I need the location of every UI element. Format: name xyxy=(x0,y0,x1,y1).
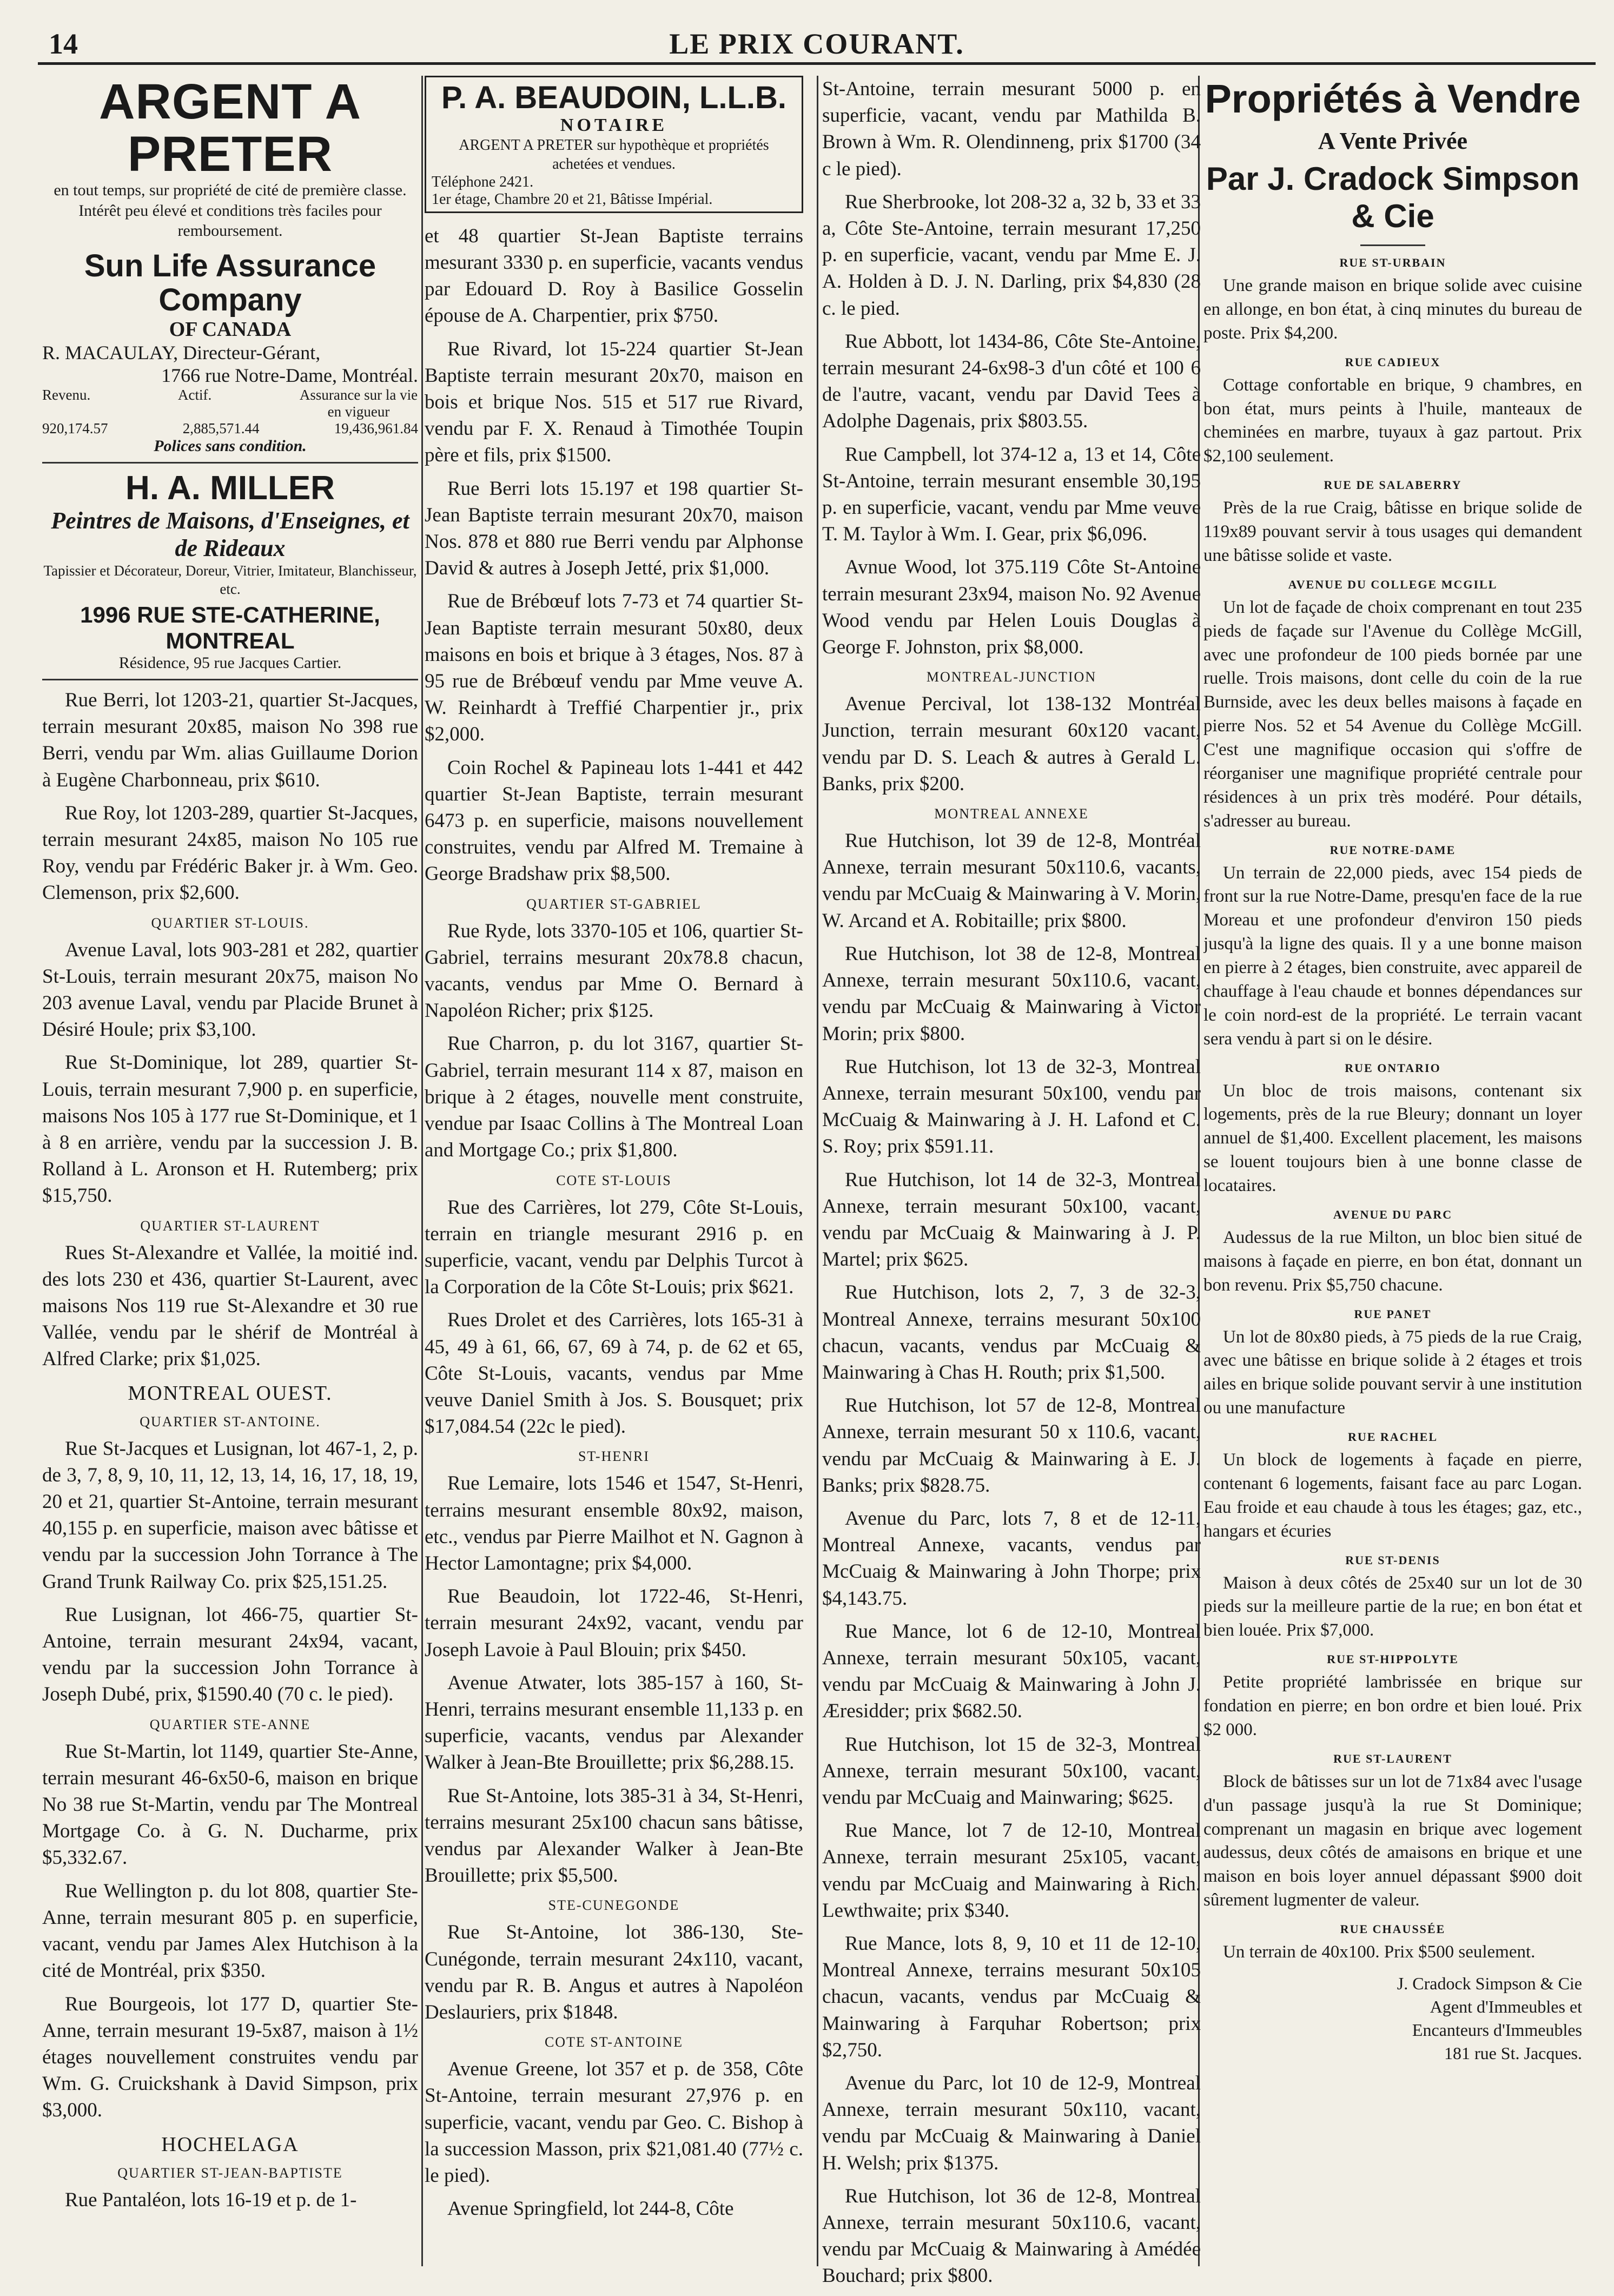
page-header xyxy=(38,22,1596,65)
ad-title: H. A. MILLER xyxy=(125,469,335,507)
stats-headers xyxy=(42,387,418,420)
ad-subtitle: NOTAIRE xyxy=(560,115,668,135)
section-heading: QUARTIER ST-LAURENT xyxy=(140,1218,320,1234)
sale-entry: Rue Sherbrooke, lot 208-32 a, 32 b, 33 et 33 a, Côte Ste-Antoine, terrain mesurant 17,250 p. en superficie, vacant, vendu par Mme E. J. A. Holden à D. J. N. Darling, prix $4,830 (28 c. le pied. xyxy=(822,190,1201,320)
ad-manager: R. MACAULAY, Directeur-Gérant, xyxy=(42,342,321,364)
stat-header: Actif. xyxy=(178,387,212,403)
signature-line: 181 rue St. Jacques. xyxy=(1444,2043,1582,2063)
sale-entry: Rue Hutchison, lots 2, 7, 3 de 32-3, Montreal Annexe, terrains mesurant 50x100 chacun, vacants, vendus par McCuaig & Mainwaring à Chas H. Routh; prix $1,500. xyxy=(822,1281,1201,1384)
properties-agent: Par J. Cradock Simpson & Cie xyxy=(1206,161,1580,234)
listing xyxy=(1203,843,1582,1051)
sun-life-ad xyxy=(42,249,418,456)
sale-entry: Rue Pantaléon, lots 16-19 et p. de 1- xyxy=(65,2188,357,2211)
sale-entry: et 48 quartier St-Jean Baptiste terrains mesurant 3330 p. en superficie, vacants vendus par Edouard D. Roy à Basilice Gosselin épouse de A. Charpentier, prix $750. xyxy=(425,224,803,327)
sale-entry: Rue Rivard, lot 15-224 quartier St-Jean Baptiste terrain mesurant 20x70, maison en bois et brique Nos. 515 et 517 rue Rivard, vendu par F. X. Renaud à Timothée Toupin père et fils, prix $1500. xyxy=(425,338,803,467)
sale-entry: Rue St-Antoine, lots 385-31 à 34, St-Henri, terrains mesurant 25x100 chacun sans bâtisse, vendus par Alexander Walker à Jean-Bte Brouillette; prix $5,500. xyxy=(425,1784,803,1887)
section-heading: MONTREAL-JUNCTION xyxy=(926,669,1097,685)
listing xyxy=(1203,578,1582,833)
sale-entry: Rue Bourgeois, lot 177 D, quartier Ste-Anne, terrain mesurant 19-5x87, maison à 1½ étages nouvellement construites vendu par Wm. G. Cruickshank à David Simpson, prix $3,000. xyxy=(42,1993,418,2122)
sale-entry: Rue Charron, p. du lot 3167, quartier St-Gabriel, terrain mesurant 114 x 87, maison en brique à 2 étages, nouvelle ment construite, vendue par Isaac Collins à The Montreal Loan and Mortgage Co.; prix $1,800. xyxy=(425,1033,803,1162)
listing xyxy=(1203,1652,1582,1742)
listing-street: RUE ST-HIPPOLYTE xyxy=(1327,1652,1459,1666)
listing xyxy=(1203,478,1582,568)
ad-subtitle: OF CANADA xyxy=(169,318,292,341)
sale-entry: Rue Abbott, lot 1434-86, Côte Ste-Antoine, terrain mesurant 24-6x98-3 d'un côté et 100 6 de l'autre, vacant, vendu par David Tees à Adolphe Dagenais, prix $803.55. xyxy=(822,330,1201,433)
sale-entry: Rue Mance, lots 8, 9, 10 et 11 de 12-10, Montreal Annexe, terrains mesurant 50x105 chacun, vacants, vendus par McCuaig & Mainwaring à Farquhar Robertson; prix $2,750. xyxy=(822,1933,1201,2061)
ad-title: P. A. BEAUDOIN, L.L.B. xyxy=(441,80,787,115)
sale-entry: Rue St-Dominique, lot 289, quartier St-Louis, terrain mesurant 7,900 p. en superficie, maisons Nos 105 à 177 rue St-Dominique, et 1 à 8 en arrière, vendu par la succession J. B. Rolland à L. Aronson et H. Rutemberg; prix $15,750. xyxy=(42,1051,418,1207)
ad-trades: Tapissier et Décorateur, Doreur, Vitrier, Imitateur, Blanchisseur, etc. xyxy=(43,563,417,598)
listing-street: RUE ST-LAURENT xyxy=(1333,1751,1452,1765)
stat-value: 920,174.57 xyxy=(42,420,108,437)
listing-text: Un block de logements à façade en pierre, contenant 6 logements, faisant face au parc Logan. Eau froide et eau chaude à tous les étages; gaz, etc., hangars et écuries xyxy=(1203,1450,1582,1541)
sale-entry: Avenue Laval, lots 903-281 et 282, quartier St-Louis, terrain mesurant 20x75, maison No 203 avenue Laval, vendu par Placide Brunet à Désiré Houle; prix $3,100. xyxy=(42,938,418,1041)
stat-value: 19,436,961.84 xyxy=(334,420,418,437)
sale-entry: Avenue du Parc, lot 10 de 12-9, Montreal Annexe, terrain mesurant 50x110, vacant, vendu par McCuaig & Mainwaring à Daniel H. Welsh; prix $1375. xyxy=(822,2072,1201,2174)
listing-text: Maison à deux côtés de 25x40 sur un lot de 30 pieds sur la meilleure partie de la rue; en bon état et bien louée. Prix $7,000. xyxy=(1203,1573,1582,1640)
sale-entry: Avenue Percival, lot 138-132 Montréal Junction, terrain mesurant 60x120 vacant, vendu par D. S. Leach & autres à Gerald L. Banks, prix $200. xyxy=(822,693,1201,795)
sale-entry: Coin Rochel & Papineau lots 1-441 et 442 quartier St-Jean Baptiste, terrain mesurant 6473 p. en superficie, maisons nouvellement construites, vendu par Alfred M. Tremaine à George Bradshaw prix $8,500. xyxy=(425,756,803,885)
listing-text: Un terrain de 40x100. Prix $500 seulement. xyxy=(1223,1942,1536,1962)
divider xyxy=(1360,244,1425,246)
sale-entry: Avenue Atwater, lots 385-157 à 160, St-Henri, terrains mesurant ensemble 11,133 p. en superficie, vacants, vendus par Alexander Walker à Jean-Bte Brouillette; prix $6,288.15. xyxy=(425,1671,803,1774)
sale-entry: Rue Berri, lot 1203-21, quartier St-Jacques, terrain mesurant 20x85, maison No 398 rue Berri, vendu par Wm. alias Guillaume Dorion à Eugène Charbonneau, prix $610. xyxy=(42,689,418,791)
listing-street: RUE DE SALABERRY xyxy=(1324,478,1462,492)
ad-office: 1er étage, Chambre 20 et 21, Bâtisse Impérial. xyxy=(432,190,713,208)
beaudoin-ad xyxy=(425,76,803,213)
sale-entry: Rue Hutchison, lot 36 de 12-8, Montreal Annexe, terrain mesurant 50x110.6, vacant, vendu par McCuaig & Mainwaring à Amédée Bouchard; prix $800. xyxy=(822,2185,1201,2287)
journal-title: LE PRIX COURANT. xyxy=(669,28,964,60)
sale-entry: Rue Beaudoin, lot 1722-46, St-Henri, terrain mesurant 24x92, vacant, vendu par Joseph Lavoie à Paul Blouin; prix $450. xyxy=(425,1585,803,1661)
sale-entry: Rue Hutchison, lot 57 de 12-8, Montreal Annexe, terrain mesurant 50 x 110.6, vacant, vendu par McCuaig & Mainwaring à E. J. Banks; prix $828.75. xyxy=(822,1394,1201,1497)
section-heading: COTE ST-ANTOINE xyxy=(544,2034,684,2050)
sale-entry: Rue Mance, lot 7 de 12-10, Montreal Annexe, terrain mesurant 25x105, vacant, vendu par McCuaig and Mainwaring à Rich. Lewthwaite; prix $340. xyxy=(822,1819,1201,1922)
ad-residence: Résidence, 95 rue Jacques Cartier. xyxy=(118,653,342,672)
column-2 xyxy=(425,76,803,2228)
sale-entry: Rue Campbell, lot 374-12 a, 13 et 14, Côte St-Antoine, terrain mesurant ensemble 30,195 p. en superficie, vacant, vendu par Mme veuve T. M. Taylor à Wm. I. Gear, prix $6,096. xyxy=(822,443,1201,546)
sale-entry: Rue Lusignan, lot 466-75, quartier St-Antoine, terrain mesurant 24x94, vacant, vendu par la succession John Torrance à Joseph Dubé, prix, $1590.40 (70 c. le pied). xyxy=(42,1603,418,1706)
listing-text: Audessus de la rue Milton, un bloc bien situé de maisons à façade en pierre, en bon état, donnant un bon revenu. Prix $5,750 chacune. xyxy=(1203,1227,1582,1295)
ad-subtitle: Peintres de Maisons, d'Enseignes, et de Rideaux xyxy=(51,507,409,562)
listing-street: RUE ONTARIO xyxy=(1345,1061,1441,1075)
ad-phone: Téléphone 2421. xyxy=(432,173,534,190)
signature-line: Encanteurs d'Immeubles xyxy=(1412,2020,1582,2040)
signature-line: J. Cradock Simpson & Cie xyxy=(1397,1973,1582,1993)
listing xyxy=(1203,355,1582,469)
ad-title: Sun Life Assurance Company xyxy=(84,248,376,318)
sale-entry: Rue Wellington p. du lot 808, quartier Ste-Anne, terrain mesurant 805 p. en superficie, vacant, vendu par James Alex Hutchison à la cité de Montréal, prix $350. xyxy=(42,1880,418,1982)
listing-street: AVENUE DU PARC xyxy=(1333,1207,1453,1221)
sale-entry: Avenue du Parc, lots 7, 8 et de 12-11, Montreal Annexe, vacants, vendus par McCuaig & Mainwaring à John Thorpe; prix $4,143.75. xyxy=(822,1507,1201,1610)
sale-entry: Rue Hutchison, lot 15 de 32-3, Montreal Annexe, terrain mesurant 50x100, vacant, vendu par McCuaig and Mainwaring; $625. xyxy=(822,1733,1201,1809)
sale-entry: Rue Hutchison, lot 13 de 32-3, Montreal Annexe, terrain mesurant 50x100, vendu par McCuaig & Mainwaring à J. H. Lafond et C. S. Roy; prix $591.11. xyxy=(822,1055,1201,1158)
ad-title: ARGENT A PRETER xyxy=(98,76,362,182)
listing-text: Un lot de 80x80 pieds, à 75 pieds de la rue Craig, avec une bâtisse en brique solide à 2 étages et trois ailes en brique solide pouvant servir à une institution ou une manufacture xyxy=(1203,1327,1582,1418)
agent-signature xyxy=(1203,1972,1582,2066)
section-heading: QUARTIER ST-ANTOINE. xyxy=(140,1413,321,1430)
miller-ad xyxy=(42,470,418,672)
listing xyxy=(1203,1061,1582,1198)
divider xyxy=(42,679,418,680)
column-4 xyxy=(1203,76,1582,2066)
section-heading: QUARTIER ST-GABRIEL xyxy=(526,896,702,912)
section-heading: MONTREAL OUEST. xyxy=(128,1381,333,1405)
listing xyxy=(1203,1922,1582,1964)
listing-street: RUE RACHEL xyxy=(1347,1430,1438,1444)
sale-entry: Rue Hutchison, lot 14 de 32-3, Montreal Annexe, terrain mesurant 50x100, vacant, vendu par McCuaig & Mainwaring à J. P. Martel; prix $625. xyxy=(822,1168,1201,1271)
listing-street: RUE CHAUSSÉE xyxy=(1340,1922,1446,1936)
listing xyxy=(1203,256,1582,346)
section-heading: HOCHELAGA xyxy=(161,2133,299,2156)
stats-values xyxy=(42,420,418,437)
section-heading: STE-CUNEGONDE xyxy=(548,1897,680,1914)
listing xyxy=(1203,1430,1582,1544)
sale-entry: Rue Hutchison, lot 38 de 12-8, Montreal Annexe, terrain mesurant 50x110.6, vacant, vendu par McCuaig & Mainwaring à Victor Morin; prix $800. xyxy=(822,942,1201,1045)
properties-subtitle: A Vente Privée xyxy=(1318,128,1468,154)
listing xyxy=(1203,1307,1582,1421)
listing-street: RUE ST-DENIS xyxy=(1345,1553,1440,1567)
listing-text: Cottage confortable en brique, 9 chambres, en bon état, murs peints à l'huile, manteaux de cheminées en marbre, tuyaux à gaz partout. Prix $2,100 seulement. xyxy=(1203,375,1582,466)
sale-entry: Rues Drolet et des Carrières, lots 165-31 à 45, 49 à 61, 66, 67, 69 à 74, p. de 62 et 65, Côte St-Louis, vacants, vendus par Mme veuve Daniel Smith à Jos. S. Bousquet; prix $17,084.54 (22c le pied). xyxy=(425,1309,803,1438)
ad-address: 1766 rue Notre-Dame, Montréal. xyxy=(161,365,418,387)
ad-address: 1996 RUE STE-CATHERINE, MONTREAL xyxy=(80,601,380,653)
stat-header: Revenu. xyxy=(42,387,91,403)
column-1 xyxy=(42,76,418,2220)
listing-text: Près de la rue Craig, bâtisse en brique solide de 119x89 pouvant servir à tous usages qui demandent une bâtisse solide et vaste. xyxy=(1203,498,1582,565)
signature-line: Agent d'Immeubles et xyxy=(1430,1997,1582,2017)
ad-note: Polices sans condition. xyxy=(154,437,307,455)
sale-entry: Rue Ryde, lots 3370-105 et 106, quartier St-Gabriel, terrains mesurant 20x78.8 chacun, vacants, vendus par Mme O. Bernard à Napoléon Richer; prix $125. xyxy=(425,919,803,1022)
stat-header: Assurance sur la vie en vigueur xyxy=(299,387,418,420)
listing-street: RUE ST-URBAIN xyxy=(1339,256,1446,269)
column-rule xyxy=(421,76,423,2266)
listing-text: Block de bâtisses sur un lot de 71x84 avec l'usage d'un passage jusqu'à la rue St Dominique; comprenant un magasin en brique avec logement audessus, deux côtés de amaisons en brique et une maison en bois loyer annuel dépassant $900 doit sûrement lugmenter de valeur. xyxy=(1203,1771,1582,1910)
section-heading: QUARTIER ST-JEAN-BAPTISTE xyxy=(117,2165,343,2181)
listing-street: RUE CADIEUX xyxy=(1345,355,1441,369)
listing xyxy=(1203,1752,1582,1913)
listing-text: Un bloc de trois maisons, contenant six logements, près de la rue Bleury; donnant un loyer annuel de $1,400. Excellent placement, les maisons se louent toujours bien à une bonne classe de locataires. xyxy=(1203,1081,1582,1195)
sale-entry: Rues St-Alexandre et Vallée, la moitié ind. des lots 230 et 436, quartier St-Laurent, avec maisons Nos 119 rue St-Alexandre et 30 rue Vallée, vendu par le shérif de Montréal à Alfred Clarke; prix $1,025. xyxy=(42,1241,418,1371)
sale-entry: Rue des Carrières, lot 279, Côte St-Louis, terrain en triangle mesurant 2916 p. en superficie, vacant, vendu par Delphis Turcot à la Corporation de la Côte St-Louis; prix $621. xyxy=(425,1196,803,1299)
sale-entry: Rue Hutchison, lot 39 de 12-8, Montréal Annexe, terrain mesurant 50x110.6, vacants, vendu par McCuaig & Mainwaring à V. Morin, W. Arcand et A. Robitaille; prix $800. xyxy=(822,830,1201,932)
listing xyxy=(1203,1208,1582,1298)
ad-text: ARGENT A PRETER sur hypothèque et propriétés achetées et vendues. xyxy=(459,136,769,173)
sale-entry: Rue Berri lots 15.197 et 198 quartier St-Jean Baptiste terrain mesurant 20x70, maison Nos. 878 et 880 rue Berri vendu par Alphonse David & autres à Joseph Jetté, prix $1,000. xyxy=(425,477,803,580)
sale-entry: Avenue Springfield, lot 244-8, Côte xyxy=(447,2198,734,2220)
sale-entry: Rue St-Martin, lot 1149, quartier Ste-Anne, terrain mesurant 46-6x50-6, maison en brique No 38 rue St-Martin, vendu par The Montreal Mortgage Co. à G. N. Ducharme, prix $5,332.67. xyxy=(42,1740,418,1869)
argent-a-preter-ad xyxy=(42,76,418,241)
sale-entry: Rue St-Antoine, lot 386-130, Ste-Cunégonde, terrain mesurant 24x110, vacant, vendu par R. B. Angus et autres à Napoléon Deslauriers, prix $1848. xyxy=(425,1921,803,2023)
sale-entry: Avnue Wood, lot 375.119 Côte St-Antoine terrain mesurant 23x94, maison No. 92 Avenue Wood vendu par Helen Louis Douglas à George F. Johnston, prix $8,000. xyxy=(822,556,1201,659)
sale-entry: St-Antoine, terrain mesurant 5000 p. en superficie, vacant, vendu par Mathilda B. Brown à Wm. R. Olendinneng, prix $1700 (34 c le pied). xyxy=(822,78,1201,180)
properties-title: Propriétés à Vendre xyxy=(1205,76,1581,121)
section-heading: COTE ST-LOUIS xyxy=(556,1172,672,1188)
section-heading: QUARTIER ST-LOUIS. xyxy=(151,915,309,931)
listing-street: RUE PANET xyxy=(1354,1307,1432,1321)
divider xyxy=(42,462,418,464)
sale-entry: Rue Mance, lot 6 de 12-10, Montreal Annexe, terrain mesurant 50x105, vacant, vendu par McCuaig & Mainwaring à John J. Æresidder; prix $682.50. xyxy=(822,1620,1201,1723)
sale-entry: Rue Roy, lot 1203-289, quartier St-Jacques, terrain mesurant 24x85, maison No 105 rue Roy, vendu par Frédéric Baker jr. à Wm. Geo. Clemenson, prix $2,600. xyxy=(42,802,418,904)
section-heading: MONTREAL ANNEXE xyxy=(934,806,1089,822)
listing-text: Une grande maison en brique solide avec cuisine en allonge, en bon état, à cinq minutes du bureau de poste. Prix $4,200. xyxy=(1203,276,1582,343)
column-rule xyxy=(817,76,818,2266)
column-3 xyxy=(822,76,1201,2296)
listing-street: AVENUE DU COLLEGE MCGILL xyxy=(1288,577,1498,591)
sale-entry: Rue Lemaire, lots 1546 et 1547, St-Henri, terrains mesurant ensemble 80x92, maison, etc., vendus par Pierre Mailhot et N. Gagnon à Hector Lamontagne; prix $4,000. xyxy=(425,1472,803,1574)
listing-text: Un terrain de 22,000 pieds, avec 154 pieds de front sur la rue Notre-Dame, presqu'en face de la rue Moreau et une profondeur d'environ 150 pieds jusqu'à la ligne des quais. Il y a une bonne maison en pierre à 2 étages, bien construite, avec appareil de chauffage à l'eau chaude et bonnes dépendances sur le coin nord-est de la propriété. Le terrain vacant sera vendu à part si on le désire. xyxy=(1203,863,1582,1049)
sale-entry: Rue de Brébœuf lots 7-73 et 74 quartier St-Jean Baptiste terrain mesurant 50x80, deux maisons en bois et brique à 3 étages, Nos. 87 à 95 rue de Brébœuf vendu par Mme veuve A. W. Reinhardt à Treffié Charpentier jr., prix $2,000. xyxy=(425,590,803,746)
page-number: 14 xyxy=(49,28,78,60)
section-heading: ST-HENRI xyxy=(578,1448,650,1465)
listing-text: Un lot de façade de choix comprenant en tout 235 pieds de façade sur l'Avenue du Collège McGill, avec une profondeur de 100 pieds bornée par une ruelle. Trois maisons, dont celle du coin de la rue Burnside, avec les deux belles maisons à façade en pierre Nos. 52 et 54 Avenue du Collège McGill. C'est une magnifique occasion qui s'offre de réorganiser une magnifique propriété centrale pour résidences à un prix très modéré. Pour détails, s'adresser au bureau. xyxy=(1203,597,1582,831)
listing xyxy=(1203,1553,1582,1643)
listing-street: RUE NOTRE-DAME xyxy=(1329,843,1456,857)
stat-value: 2,885,571.44 xyxy=(182,420,260,437)
section-heading: QUARTIER STE-ANNE xyxy=(149,1716,311,1732)
sale-entry: Avenue Greene, lot 357 et p. de 358, Côte St-Antoine, terrain mesurant 27,976 p. en superficie, vacant, vendu par Geo. C. Bishop à la succession Masson, prix $21,081.40 (77½ c. le pied). xyxy=(425,2058,803,2187)
listing-text: Petite propriété lambrissée en brique sur fondation en pierre; en bon ordre et bien loué. Prix $2 000. xyxy=(1203,1672,1582,1739)
sale-entry: Rue St-Jacques et Lusignan, lot 467-1, 2, p. de 3, 7, 8, 9, 10, 11, 12, 13, 14, 16, 17, 18, 19, 20 et 21, quartier St-Antoine, terrain mesurant 40,155 p. en superficie, maison avec bâtisse et vendu par la succession John Torrance à The Grand Trunk Railway Co. prix $25,151.25. xyxy=(42,1437,418,1593)
ad-text: en tout temps, sur propriété de cité de première classe. Intérêt peu élevé et conditions très faciles pour remboursement. xyxy=(54,181,407,240)
